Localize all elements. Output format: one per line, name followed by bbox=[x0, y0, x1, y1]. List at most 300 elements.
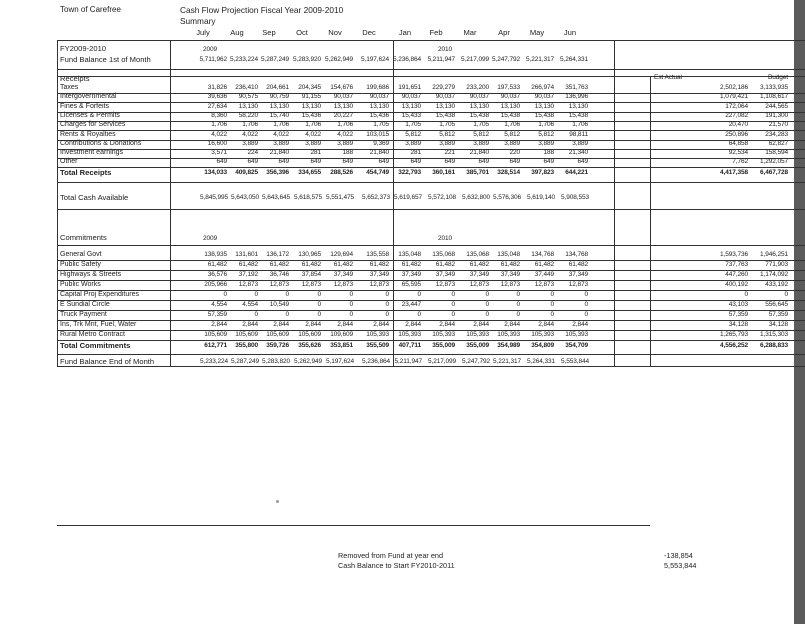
receipt-label: Investment earnings bbox=[60, 149, 124, 157]
commitment-cell: 2,844 bbox=[242, 321, 258, 328]
end-bottom-rule bbox=[57, 366, 805, 367]
receipt-cell: 649 bbox=[509, 158, 520, 166]
receipt-cell: 3,889 bbox=[337, 139, 353, 147]
commitment-est-cell: 0 bbox=[744, 291, 748, 298]
commitment-cell: 130,965 bbox=[298, 251, 321, 258]
month-header: Apr bbox=[498, 28, 510, 37]
receipt-cell: 649 bbox=[310, 158, 321, 166]
commitment-cell: 0 bbox=[317, 291, 321, 298]
total-receipt-budget: 6,467,728 bbox=[759, 168, 788, 176]
cash-available-cell: 5,572,108 bbox=[427, 194, 456, 201]
total-receipt-cell: 397,823 bbox=[531, 168, 554, 176]
commitment-cell: 12,873 bbox=[568, 281, 588, 288]
fund-balance-end-cell: 5,264,331 bbox=[526, 358, 555, 365]
commitment-cell: 138,935 bbox=[204, 251, 227, 258]
receipt-cell: 15,433 bbox=[401, 111, 421, 119]
receipt-cell: 5,812 bbox=[504, 130, 520, 138]
receipt-budget-cell: 21,570 bbox=[768, 121, 788, 129]
receipt-cell: 4,022 bbox=[211, 130, 227, 138]
receipt-cell: 649 bbox=[342, 158, 353, 166]
receipt-cell: 13,130 bbox=[469, 102, 489, 110]
receipt-cell: 13,130 bbox=[534, 102, 554, 110]
cash-balance-start-value: 5,553,844 bbox=[664, 561, 697, 570]
fund-balance-start-cell: 5,264,331 bbox=[559, 56, 588, 63]
receipt-est-cell: 250,896 bbox=[725, 130, 748, 138]
commitment-cell: 4,554 bbox=[242, 301, 258, 308]
cash-available-cell: 5,845,995 bbox=[199, 194, 228, 201]
receipt-budget-cell: 191,300 bbox=[765, 111, 788, 119]
receipt-label: Charges for Services bbox=[60, 121, 126, 129]
commitment-cell: 37,449 bbox=[534, 271, 554, 278]
receipt-cell: 21,840 bbox=[369, 149, 389, 157]
commitment-label: Public Works bbox=[60, 281, 101, 288]
commitment-label: Rural Metro Contract bbox=[60, 331, 125, 338]
commitment-cell: 0 bbox=[285, 291, 289, 298]
cash-available-cell: 5,632,800 bbox=[461, 194, 490, 201]
receipts-divider bbox=[614, 40, 615, 366]
commitment-cell: 135,048 bbox=[398, 251, 421, 258]
receipt-cell: 649 bbox=[444, 158, 455, 166]
month-header: Jun bbox=[563, 28, 577, 37]
month-header: Nov bbox=[328, 28, 342, 37]
receipt-cell: 1,705 bbox=[439, 121, 455, 129]
commitment-cell: 2,844 bbox=[538, 321, 554, 328]
cash-available-cell: 5,551,475 bbox=[325, 194, 354, 201]
commitment-cell: 2,844 bbox=[305, 321, 321, 328]
cash-available-cell: 5,619,657 bbox=[393, 194, 422, 201]
month-header: Feb bbox=[429, 28, 443, 37]
commitment-budget-cell: 771,903 bbox=[765, 261, 788, 268]
receipt-cell: 90,037 bbox=[469, 93, 489, 101]
total-receipt-cell: 360,161 bbox=[432, 168, 455, 176]
receipt-cell: 39,636 bbox=[207, 93, 227, 101]
commitment-cell: 0 bbox=[451, 301, 455, 308]
total-commitment-cell: 353,851 bbox=[330, 342, 353, 349]
receipt-cell: 1,705 bbox=[405, 121, 421, 129]
cash-available-cell: 5,576,306 bbox=[492, 194, 521, 201]
commitment-cell: 36,746 bbox=[269, 271, 289, 278]
receipts-title: Receipts bbox=[60, 74, 90, 83]
receipt-cell: 58,220 bbox=[238, 111, 258, 119]
total-commitments-label: Total Commitments bbox=[60, 341, 131, 350]
receipt-label: Intergovernmental bbox=[60, 93, 117, 101]
receipt-cell: 27,634 bbox=[207, 102, 227, 110]
commitment-label: E Sundial Circle bbox=[60, 301, 110, 308]
receipt-label: Rents & Royalties bbox=[60, 130, 116, 138]
receipt-cell: 90,037 bbox=[369, 93, 389, 101]
receipt-cell: 188 bbox=[342, 149, 353, 157]
commitment-cell: 10,549 bbox=[269, 301, 289, 308]
receipt-label: Contributions & Donations bbox=[60, 139, 142, 147]
commitment-cell: 12,873 bbox=[435, 281, 455, 288]
fund-balance-start-cell: 5,233,224 bbox=[229, 56, 258, 63]
fund-balance-start-cell: 5,217,099 bbox=[460, 56, 489, 63]
year-left: 2009 bbox=[203, 46, 218, 53]
commitment-cell: 0 bbox=[516, 291, 520, 298]
receipt-cell: 15,438 bbox=[568, 111, 588, 119]
report-title: Cash Flow Projection Fiscal Year 2009-2010 bbox=[180, 5, 344, 15]
commitment-cell: 0 bbox=[385, 291, 389, 298]
receipt-est-cell: 172,064 bbox=[725, 102, 748, 110]
total-receipt-cell: 322,793 bbox=[398, 168, 421, 176]
cash-available-cell: 5,643,050 bbox=[230, 194, 259, 201]
receipt-cell: 1,706 bbox=[211, 121, 227, 129]
receipt-cell: 224 bbox=[247, 149, 258, 157]
receipt-label: Licenses & Permits bbox=[60, 111, 120, 119]
fund-balance-end-cell: 5,233,224 bbox=[199, 358, 228, 365]
fiscal-year-label: FY2009-2010 bbox=[60, 44, 107, 53]
receipt-cell: 1,705 bbox=[373, 121, 389, 129]
row-line bbox=[57, 340, 805, 341]
receipt-cell: 3,889 bbox=[405, 139, 421, 147]
commitment-cell: 135,068 bbox=[466, 251, 489, 258]
receipt-cell: 236,410 bbox=[235, 84, 258, 91]
total-commitment-cell: 355,009 bbox=[432, 342, 455, 349]
receipt-est-cell: 20,470 bbox=[728, 121, 748, 129]
commitment-label: Truck Payment bbox=[60, 311, 107, 318]
receipt-cell: 649 bbox=[577, 158, 588, 166]
fund-balance-end-cell: 5,217,099 bbox=[427, 358, 456, 365]
cash-available-cell: 5,619,140 bbox=[526, 194, 555, 201]
commitment-cell: 0 bbox=[584, 291, 588, 298]
commitment-cell: 0 bbox=[285, 311, 289, 318]
commitment-cell: 0 bbox=[584, 301, 588, 308]
commitment-cell: 0 bbox=[254, 311, 258, 318]
fund-balance-end-cell: 5,283,820 bbox=[261, 358, 290, 365]
commitment-budget-cell: 57,359 bbox=[768, 311, 788, 318]
commitment-cell: 2,844 bbox=[273, 321, 289, 328]
commitment-cell: 61,482 bbox=[301, 261, 321, 268]
receipt-cell: 9,369 bbox=[373, 139, 389, 147]
commitment-cell: 2,844 bbox=[211, 321, 227, 328]
receipt-cell: 188 bbox=[543, 149, 554, 157]
receipt-cell: 4,022 bbox=[305, 130, 321, 138]
commitment-label: Ins, Trk Mnt, Fuel, Water bbox=[60, 321, 137, 328]
receipt-cell: 3,889 bbox=[473, 139, 489, 147]
receipt-cell: 4,022 bbox=[273, 130, 289, 138]
receipt-cell: 3,889 bbox=[538, 139, 554, 147]
receipt-budget-cell: 1,108,617 bbox=[759, 93, 788, 101]
fund-balance-end-cell: 5,262,949 bbox=[293, 358, 322, 365]
receipt-cell: 15,438 bbox=[469, 111, 489, 119]
commitment-cell: 37,349 bbox=[369, 271, 389, 278]
receipt-cell: 13,130 bbox=[401, 102, 421, 110]
commitment-cell: 0 bbox=[349, 291, 353, 298]
receipt-cell: 649 bbox=[410, 158, 421, 166]
commitment-cell: 61,482 bbox=[401, 261, 421, 268]
month-header: Mar bbox=[463, 28, 477, 37]
fund-balance-end-cell: 5,211,947 bbox=[394, 358, 422, 365]
total-receipt-cell: 334,655 bbox=[298, 168, 321, 176]
receipt-cell: 4,022 bbox=[242, 130, 258, 138]
removed-from-fund-value: -138,854 bbox=[664, 551, 693, 560]
total-commitment-est: 4,556,252 bbox=[719, 342, 748, 349]
town-name: Town of Carefree bbox=[60, 5, 121, 14]
commitment-cell: 0 bbox=[550, 311, 554, 318]
commitment-cell: 2,844 bbox=[572, 321, 588, 328]
commitment-cell: 2,844 bbox=[473, 321, 489, 328]
removed-from-fund-label: Removed from Fund at year end bbox=[338, 551, 444, 560]
commitment-cell: 134,768 bbox=[565, 251, 588, 258]
fund-balance-start-cell: 5,262,949 bbox=[324, 56, 353, 63]
receipt-cell: 136,996 bbox=[565, 93, 588, 101]
commitment-cell: 2,844 bbox=[439, 321, 455, 328]
commitment-cell: 0 bbox=[485, 301, 489, 308]
commitment-est-cell: 400,192 bbox=[725, 281, 748, 288]
total-receipt-cell: 356,396 bbox=[266, 168, 289, 176]
receipt-budget-cell: 1,292,057 bbox=[759, 158, 788, 166]
receipt-cell: 1,706 bbox=[242, 121, 258, 129]
receipt-cell: 13,130 bbox=[435, 102, 455, 110]
commitment-cell: 61,482 bbox=[238, 261, 258, 268]
commitment-cell: 0 bbox=[385, 311, 389, 318]
receipt-cell: 3,889 bbox=[242, 139, 258, 147]
total-receipt-cell: 288,526 bbox=[330, 168, 353, 176]
receipt-est-cell: 1,079,421 bbox=[719, 93, 748, 101]
fund-balance-start-cell: 5,197,624 bbox=[360, 56, 389, 63]
receipt-cell: 90,037 bbox=[435, 93, 455, 101]
fund-balance-start-cell: 5,711,962 bbox=[199, 56, 227, 63]
fund-balance-start-cell: 5,247,792 bbox=[491, 56, 520, 63]
budget-header: Budget bbox=[767, 74, 788, 81]
receipt-cell: 13,130 bbox=[568, 102, 588, 110]
cash-available-cell: 5,652,373 bbox=[361, 194, 390, 201]
report-subtitle: Summary bbox=[180, 16, 216, 26]
commitment-cell: 0 bbox=[451, 291, 455, 298]
receipt-cell: 649 bbox=[247, 158, 258, 166]
receipt-cell: 8,360 bbox=[211, 111, 227, 119]
commitment-cell: 134,768 bbox=[531, 251, 554, 258]
total-receipts-label: Total Receipts bbox=[60, 167, 112, 177]
commitment-cell: 105,393 bbox=[432, 331, 455, 338]
commitment-budget-cell: 34,128 bbox=[768, 321, 788, 328]
total-commitment-cell: 355,509 bbox=[366, 342, 389, 349]
commitment-label: General Govt bbox=[60, 251, 102, 258]
commitment-cell: 61,482 bbox=[568, 261, 588, 268]
commitment-cell: 61,482 bbox=[534, 261, 554, 268]
receipt-cell: 199,686 bbox=[366, 84, 389, 91]
receipt-budget-cell: 62,827 bbox=[768, 139, 788, 147]
receipt-cell: 233,200 bbox=[466, 84, 489, 91]
total-commitment-cell: 612,771 bbox=[204, 342, 227, 349]
commitment-cell: 0 bbox=[550, 291, 554, 298]
receipt-label: Other bbox=[60, 158, 78, 166]
receipt-cell: 90,575 bbox=[238, 93, 258, 101]
receipt-cell: 221 bbox=[444, 149, 455, 157]
commitment-cell: 105,609 bbox=[298, 331, 321, 338]
commitment-cell: 0 bbox=[223, 291, 227, 298]
month-header: July bbox=[196, 28, 210, 37]
commitment-cell: 105,609 bbox=[235, 331, 258, 338]
commitment-cell: 131,601 bbox=[235, 251, 258, 258]
receipt-cell: 649 bbox=[478, 158, 489, 166]
receipt-cell: 31,826 bbox=[207, 84, 227, 91]
receipt-cell: 1,705 bbox=[473, 121, 489, 129]
receipt-cell: 15,436 bbox=[301, 111, 321, 119]
receipt-cell: 15,740 bbox=[269, 111, 289, 119]
receipt-cell: 20,227 bbox=[333, 111, 353, 119]
commitment-budget-cell: 1,174,092 bbox=[759, 271, 788, 278]
commitment-cell: 0 bbox=[417, 311, 421, 318]
commitment-budget-cell: 1,315,303 bbox=[759, 331, 788, 338]
commitment-est-cell: 1,265,793 bbox=[719, 331, 748, 338]
receipt-est-cell: 227,082 bbox=[725, 111, 748, 119]
fund-balance-end-cell: 5,197,624 bbox=[325, 358, 354, 365]
commitment-label: Highways & Streets bbox=[60, 271, 122, 278]
commitment-cell: 37,349 bbox=[401, 271, 421, 278]
commitment-est-cell: 447,260 bbox=[725, 271, 748, 278]
receipt-cell: 91,155 bbox=[301, 93, 321, 101]
receipt-cell: 1,706 bbox=[538, 121, 554, 129]
receipt-cell: 3,571 bbox=[211, 149, 227, 157]
receipt-cell: 3,889 bbox=[273, 139, 289, 147]
fund-balance-end-cell: 5,236,864 bbox=[361, 358, 390, 365]
receipt-est-cell: 92,534 bbox=[728, 149, 748, 157]
commitment-cell: 2,844 bbox=[373, 321, 389, 328]
receipt-cell: 1,706 bbox=[572, 121, 588, 129]
year-right: 2010 bbox=[438, 46, 453, 53]
month-header: Oct bbox=[296, 28, 308, 37]
commitment-cell: 105,393 bbox=[497, 331, 520, 338]
commitment-budget-cell: 1,946,251 bbox=[759, 251, 788, 258]
commitment-cell: 0 bbox=[417, 291, 421, 298]
fund-balance-start-cell: 5,283,920 bbox=[292, 56, 321, 63]
commitment-cell: 0 bbox=[451, 311, 455, 318]
receipt-cell: 5,812 bbox=[473, 130, 489, 138]
commitment-cell: 205,966 bbox=[204, 281, 227, 288]
total-commitment-cell: 407,711 bbox=[398, 342, 421, 349]
receipt-cell: 13,130 bbox=[301, 102, 321, 110]
receipt-cell: 13,130 bbox=[369, 102, 389, 110]
month-header: Aug bbox=[230, 28, 244, 37]
commitment-cell: 0 bbox=[254, 291, 258, 298]
receipt-cell: 1,706 bbox=[305, 121, 321, 129]
total-commitment-budget: 6,288,833 bbox=[759, 342, 788, 349]
commitment-cell: 12,873 bbox=[500, 281, 520, 288]
commitment-cell: 105,393 bbox=[531, 331, 554, 338]
commitment-budget-cell: 556,645 bbox=[765, 301, 788, 308]
commitment-est-cell: 1,593,736 bbox=[719, 251, 748, 258]
commitment-cell: 37,349 bbox=[469, 271, 489, 278]
commitment-cell: 12,873 bbox=[369, 281, 389, 288]
est-divider bbox=[650, 76, 651, 366]
receipt-cell: 98,811 bbox=[569, 130, 588, 138]
est-actual-header: Est Actual bbox=[654, 74, 682, 81]
commitment-cell: 0 bbox=[485, 311, 489, 318]
receipt-cell: 649 bbox=[216, 158, 227, 166]
receipt-cell: 281 bbox=[310, 149, 321, 157]
receipt-cell: 220 bbox=[509, 149, 520, 157]
month-header: Sep bbox=[262, 28, 276, 37]
fund-balance-end-label: Fund Balance End of Month bbox=[60, 357, 155, 366]
commitment-cell: 0 bbox=[516, 301, 520, 308]
fund-balance-start-cell: 5,221,317 bbox=[525, 56, 554, 63]
receipt-est-cell: 2,502,186 bbox=[719, 84, 748, 91]
fund-balance-start-cell: 5,287,249 bbox=[260, 56, 289, 63]
commitment-cell: 0 bbox=[385, 301, 389, 308]
receipt-cell: 1,706 bbox=[337, 121, 353, 129]
receipt-cell: 5,812 bbox=[439, 130, 455, 138]
fund-balance-end-cell: 5,287,249 bbox=[230, 358, 259, 365]
receipt-cell: 204,661 bbox=[266, 84, 289, 91]
month-header: Dec bbox=[362, 28, 376, 37]
receipt-est-cell: 64,858 bbox=[728, 139, 748, 147]
receipt-cell: 90,037 bbox=[534, 93, 554, 101]
commitment-cell: 105,393 bbox=[366, 331, 389, 338]
commit-year-left: 2009 bbox=[203, 235, 218, 242]
total-receipt-cell: 409,825 bbox=[235, 168, 258, 176]
receipt-cell: 90,037 bbox=[500, 93, 520, 101]
commitment-label: Capital Proj Expenditures bbox=[60, 291, 139, 298]
commitment-cell: 105,393 bbox=[466, 331, 489, 338]
commit-year-right: 2010 bbox=[438, 235, 453, 242]
receipt-cell: 13,130 bbox=[238, 102, 258, 110]
total-commitment-cell: 354,989 bbox=[497, 342, 520, 349]
receipt-cell: 197,533 bbox=[497, 84, 520, 91]
commitment-cell: 37,349 bbox=[333, 271, 353, 278]
commitment-cell: 23,447 bbox=[401, 301, 421, 308]
commitment-cell: 0 bbox=[317, 311, 321, 318]
fund-balance-end-cell: 5,221,317 bbox=[492, 358, 521, 365]
receipt-cell: 4,022 bbox=[337, 130, 353, 138]
commitment-cell: 2,844 bbox=[337, 321, 353, 328]
commitment-cell: 37,349 bbox=[568, 271, 588, 278]
receipt-cell: 15,436 bbox=[369, 111, 389, 119]
receipt-cell: 13,130 bbox=[269, 102, 289, 110]
commitment-cell: 12,873 bbox=[301, 281, 321, 288]
receipt-cell: 103,015 bbox=[366, 130, 389, 138]
commitment-cell: 0 bbox=[485, 291, 489, 298]
commitment-cell: 61,482 bbox=[435, 261, 455, 268]
commitment-cell: 61,482 bbox=[269, 261, 289, 268]
receipt-budget-cell: 244,565 bbox=[765, 102, 788, 110]
commitment-cell: 2,844 bbox=[504, 321, 520, 328]
commitment-cell: 12,873 bbox=[333, 281, 353, 288]
page-bottom-rule bbox=[57, 525, 650, 526]
cash-available-cell: 5,618,575 bbox=[293, 194, 322, 201]
commitment-cell: 65,595 bbox=[401, 281, 421, 288]
receipt-label: Fines & Forfeits bbox=[60, 102, 110, 110]
fund-balance-end-cell: 5,553,844 bbox=[560, 358, 589, 365]
commitment-cell: 61,482 bbox=[333, 261, 353, 268]
month-header: May bbox=[529, 28, 545, 37]
total-commitment-cell: 354,809 bbox=[531, 342, 554, 349]
commitment-cell: 0 bbox=[584, 311, 588, 318]
commitment-cell: 105,393 bbox=[398, 331, 421, 338]
commitment-cell: 105,609 bbox=[204, 331, 227, 338]
commitment-cell: 0 bbox=[550, 301, 554, 308]
receipt-cell: 204,345 bbox=[298, 84, 321, 91]
receipt-cell: 21,340 bbox=[568, 149, 588, 157]
receipt-cell: 13,130 bbox=[333, 102, 353, 110]
receipt-cell: 1,706 bbox=[504, 121, 520, 129]
commitment-cell: 61,482 bbox=[469, 261, 489, 268]
commitment-cell: 109,609 bbox=[330, 331, 353, 338]
receipt-budget-cell: 158,594 bbox=[765, 149, 788, 157]
receipt-cell: 16,600 bbox=[207, 139, 227, 147]
cash-available-cell: 5,908,553 bbox=[560, 194, 589, 201]
cash-available-cell: 5,643,645 bbox=[261, 194, 290, 201]
total-receipt-cell: 644,221 bbox=[565, 168, 588, 176]
receipt-cell: 5,812 bbox=[405, 130, 421, 138]
receipt-cell: 15,438 bbox=[500, 111, 520, 119]
receipt-cell: 191,651 bbox=[398, 84, 421, 91]
commitments-title: Commitments bbox=[60, 233, 107, 242]
receipt-cell: 281 bbox=[410, 149, 421, 157]
commitment-est-cell: 737,763 bbox=[725, 261, 748, 268]
commitment-cell: 4,554 bbox=[211, 301, 227, 308]
total-receipt-cell: 385,701 bbox=[466, 168, 489, 176]
